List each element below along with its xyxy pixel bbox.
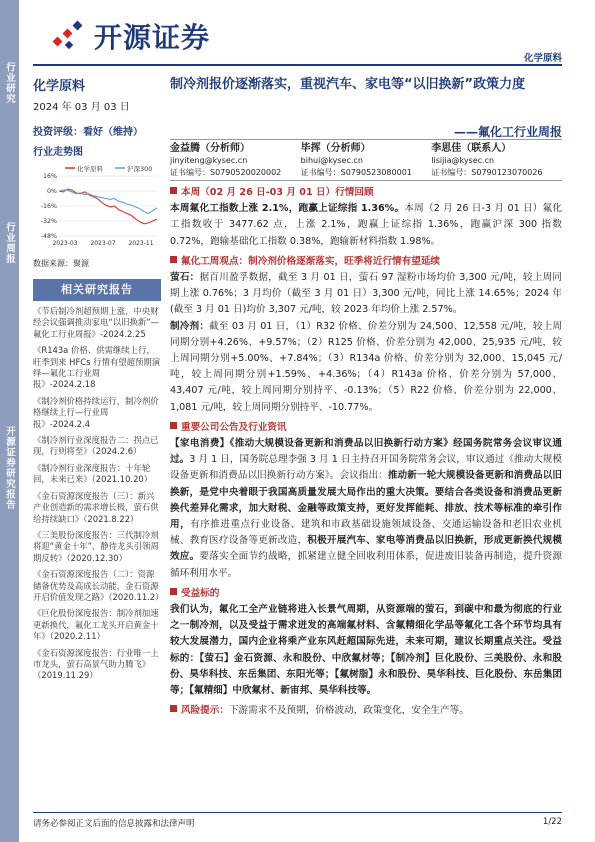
author-card [170,143,301,179]
report-subtitle: ——氟化工行业周报 [453,125,562,139]
y-tick-label: -32% [40,218,57,225]
side-label-weekly: 行业周报 [4,222,15,264]
chart-source: 数据来源：聚源 [33,259,89,268]
related-report-item[interactable]: 《巨化股份深度报告：制冷剂加速更新换代，氟化工龙头开启黄金十年》（2020.2.11） [33,608,159,642]
author-card [431,143,562,179]
section-weekly-view: 氟化工周观点：制冷剂价格逐渐落实，旺季将近行情有望延续 [170,254,562,270]
market-review-text: 本周氟化工指数上涨 2.1%，跑赢上证综指 1.36%。本周（2 月 26 日-3 月 01 日）氟化工指数收于 3477.62 点，上涨 2.1%，跑赢上证综指 1.36%，跑赢沪深 300 指数 0.72%，跑输基础化工指数 0.38%，跑输新材料指数 1.98%。 [170,203,562,247]
industry-title: 化学原料 [33,79,86,94]
legend-label: 沪深300 [127,165,153,173]
report-date: 2024 年 03 月 03 日 [33,102,130,113]
report-title: 制冷剂报价逐渐落实，重视汽车、家电等“以旧换新”政策力度 [170,77,526,92]
related-report-item[interactable]: 《金石资源深度报告：行业唯一上市龙头，萤石高景气助力腾飞》（2019.11.29） [33,647,159,681]
authors-row [170,143,562,179]
legend-label: 化学原料 [77,165,103,173]
footer-disclaimer: 请务必参阅正文后面的信息披露和法律声明 [33,819,195,829]
related-report-item[interactable]: 《制冷剂行业深度报告二：拐点已现，行则将至》（2024.2.6） [33,435,159,457]
side-band [0,0,19,842]
report-body [170,185,562,720]
author-email[interactable]: jinyiteng@kysec.cn [170,156,248,165]
section-bullet-icon [170,187,177,194]
side-label-research: 行业研究 [4,62,15,104]
related-reports-list [33,306,164,682]
author-name: 李思佳（联系人） [431,143,512,154]
author-email[interactable]: bihui@kysec.cn [300,156,363,165]
related-report-item[interactable]: 《制冷剂价格持续运行，制冷剂价格继续上行—行业周报》-2024.2.4 [33,395,159,429]
section-market-review: 本周（02 月 26 日-03 月 01 日）行情回顾 [170,185,562,201]
related-report-item[interactable]: 《节后制冷剂超预期上涨，中央财经会议强调推动家电“以旧换新”—氟化工行业周报》-2024.2.25 [33,306,159,339]
related-report-item[interactable]: 《三美股份深度报告：三代制冷剂将迎“黄金十年”，静待龙头引领周期反转》（2020.12.30） [33,529,159,563]
author-divider-top [170,139,562,140]
x-tick-label: 2023-07 [90,240,116,247]
section-bullet-icon [170,422,177,429]
side-label-report: 开源证券研究报告 [4,426,15,510]
section-announcements: 重要公司公告及行业资讯 [170,420,562,436]
series-line [59,190,157,213]
author-email[interactable]: lisijia@kysec.cn [431,156,495,165]
fluorite-text: 萤石：据百川盈孚数据，截至 3 月 01 日，萤石 97 湿粉市场均价 3,300 元/吨，较上周同期上涨 0.76%；3 月均价（截至 3 月 01 日）3,300 元/吨，同比上涨 14.65%；2024 年(截至 3 月 01 日)均价 3,307 元/吨，较 2023 年均价上涨 2.57%。 [170,272,563,316]
related-report-item[interactable]: 《金石资源深度报告（二）：资源储备优势及高成长动能，金石资源开启价值发现之路》（2020.11.2） [33,569,164,602]
author-cert: 证书编号：S0790123070026 [431,168,543,177]
author-divider-bottom [170,180,562,181]
x-tick-label: 2023-03 [52,240,78,247]
header-divider [33,64,562,66]
left-column [33,75,164,682]
section-bullet-icon [170,588,177,595]
related-report-item[interactable]: 《制冷剂行业深度报告：十年轮回，未来已来》（2021.10.20） [33,462,153,485]
series-line [59,189,157,224]
report-category: 化学原料 [523,53,562,64]
beneficiaries-text: 我们认为，氟化工全产业链将进入长景气周期，从资源端的萤石，到碳中和最为彻底的行业之一制冷剂，以及受益于需求迸发的高端氟材料、含氟精细化学品等氟化工各个环节均具有较大发展潜力，国内企业将乘产业东风赶超国际先进，未来可期，建议长期重点关注。受益标的：【萤石】金石资源、永和股份、中欣氟材等；【制冷剂】巨化股份、三美股份、永和股份、昊华科技、东岳集团、东阳光等；【氟树脂】永和股份、昊华科技、巨化股份、东岳集团等；【氟精细】中欣氟材、新宙邦、昊华科技等。 [170,604,562,697]
author-name: 毕挥（分析师） [300,143,371,154]
x-tick-label: 2023-11 [128,240,154,247]
trend-chart [33,162,161,252]
author-card [301,143,432,179]
investment-rating: 投资评级：看好（维持） [33,127,143,138]
y-tick-label: -48% [40,233,57,240]
company-logo [52,16,210,56]
section-bullet-icon [170,705,177,712]
refrigerant-text: 制冷剂：截至 03 月 01 日，（1）R32 价格、价差分别为 24,500、12,558 元/吨，较上周同期分别+4.26%、+9.57%；（2）R125 价格、价差分别为 42,000、25,935 元/吨，较上周同期分别+5.00%、+7.84%；（3）R134a 价格、价差分别为 32,000、15,045 元/吨，较上周同期分别+1.59%、+4.36%；（4）R143a 价格、价差分别为 57,000、43,407 元/吨，较上周同期分别持平、-0.13%；（5）R22 价格、价差分别为 22,000、1,081 元/吨，较上周同期分别持平、-10.77%。 [170,320,563,413]
y-tick-label: -16% [40,203,57,210]
main-content [170,75,563,717]
y-tick-label: 0% [47,188,57,195]
announcement-text: 【家电消费】《推动大规模设备更新和消费品以旧换新行动方案》经国务院常务会议审议通过。3 月 1 日，国务院总理李强 3 月 1 日主持召开国务院常务会议，审议通过《推动大规模设备更新和消费品以旧换新行动方案》。会议指出：推动新一轮大规模设备更新和消费品以旧换新，是党中央着眼于我国高质量发展大局作出的重大决策。要结合各类设备和消费品更新换代差异化需求，加大财税、金融等政策支持，更好发挥能耗、排放、技术等标准的牵引作用，有序推进重点行业设备、建筑和市政基础设施领域设备、交通运输设备和老旧农业机械、教育医疗设备等更新改造，积极开展汽车、家电等消费品以旧换新，形成更新换代规模效应。要落实全面节约战略，抓紧建立健全回收利用体系，促进废旧装备再制造，提升资源循环利用水平。 [170,438,563,579]
section-beneficiaries: 受益标的 [170,586,562,602]
section-risk: 风险提示：下游需求不及预期，价格波动，政策变化，安全生产等。 [170,703,562,719]
author-cert: 证书编号：S0790520020002 [170,168,282,177]
logo-text: 开源证券 [94,21,211,54]
trend-chart-title: 行业走势图 [33,147,83,158]
author-cert: 证书编号：S0790523080001 [300,168,412,177]
page-number: 1/22 [542,817,562,827]
y-tick-label: 16% [43,173,57,180]
author-name: 金益腾（分析师） [170,143,250,154]
related-reports-header: 相关研究报告 [33,279,161,301]
related-report-item[interactable]: 《金石资源深度报告（三）：新兴产业创造新的需求增长极，萤石供给持续缺口》（2021.8.22） [33,490,159,524]
footer-divider [33,812,562,813]
related-report-item[interactable]: 《R143a 价格、供需继续上行，旺季到来 HFCs 行情有望超预期演绎—氟化工行业周报》-2024.2.18 [33,345,161,390]
logo-mark-icon [52,18,88,54]
section-bullet-icon [170,256,177,263]
